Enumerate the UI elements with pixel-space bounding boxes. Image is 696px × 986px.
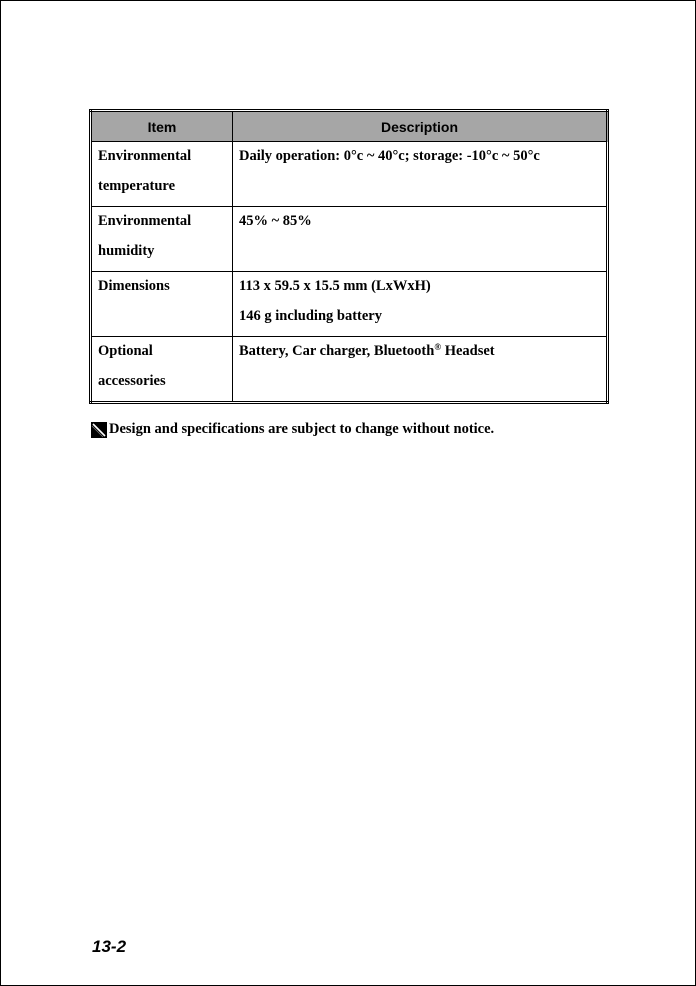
description-text: 146 g including battery (239, 308, 382, 324)
description-cell (233, 272, 608, 337)
description-text: 113 x 59.5 x 15.5 mm (LxWxH) (239, 278, 431, 294)
specifications-table (89, 109, 609, 404)
table-row (91, 272, 608, 337)
item-text: humidity (98, 243, 155, 259)
item-text: Dimensions (98, 278, 170, 294)
description-cell (233, 337, 608, 403)
description-text: 45% ~ 85% (239, 213, 312, 229)
table-header-row (91, 111, 608, 142)
description-column-header: Description (233, 111, 608, 142)
registered-trademark-mark: ® (434, 342, 442, 352)
description-text-part: Headset (441, 343, 495, 359)
item-cell (91, 142, 233, 207)
table-row (91, 207, 608, 272)
note-text: Design and specifications are subject to change without notice. (109, 421, 495, 437)
table-row (91, 142, 608, 207)
item-column-header: Item (91, 111, 233, 142)
item-text: temperature (98, 178, 176, 194)
page-number: 13-2 (92, 937, 127, 956)
description-cell (233, 207, 608, 272)
item-text: Optional (98, 343, 153, 359)
item-cell (91, 337, 233, 403)
item-cell (91, 207, 233, 272)
item-cell (91, 272, 233, 337)
item-text: accessories (98, 373, 166, 389)
description-cell (233, 142, 608, 207)
description-text (239, 336, 600, 366)
table-row (91, 337, 608, 403)
description-text: Daily operation: 0°c ~ 40°c; storage: -10°c ~ 50°c (239, 148, 540, 164)
description-text-part: Battery, Car charger, Bluetooth (239, 343, 435, 359)
note (91, 421, 494, 438)
note-pencil-icon (91, 422, 107, 438)
item-text: Environmental (98, 148, 192, 164)
item-text: Environmental (98, 213, 192, 229)
